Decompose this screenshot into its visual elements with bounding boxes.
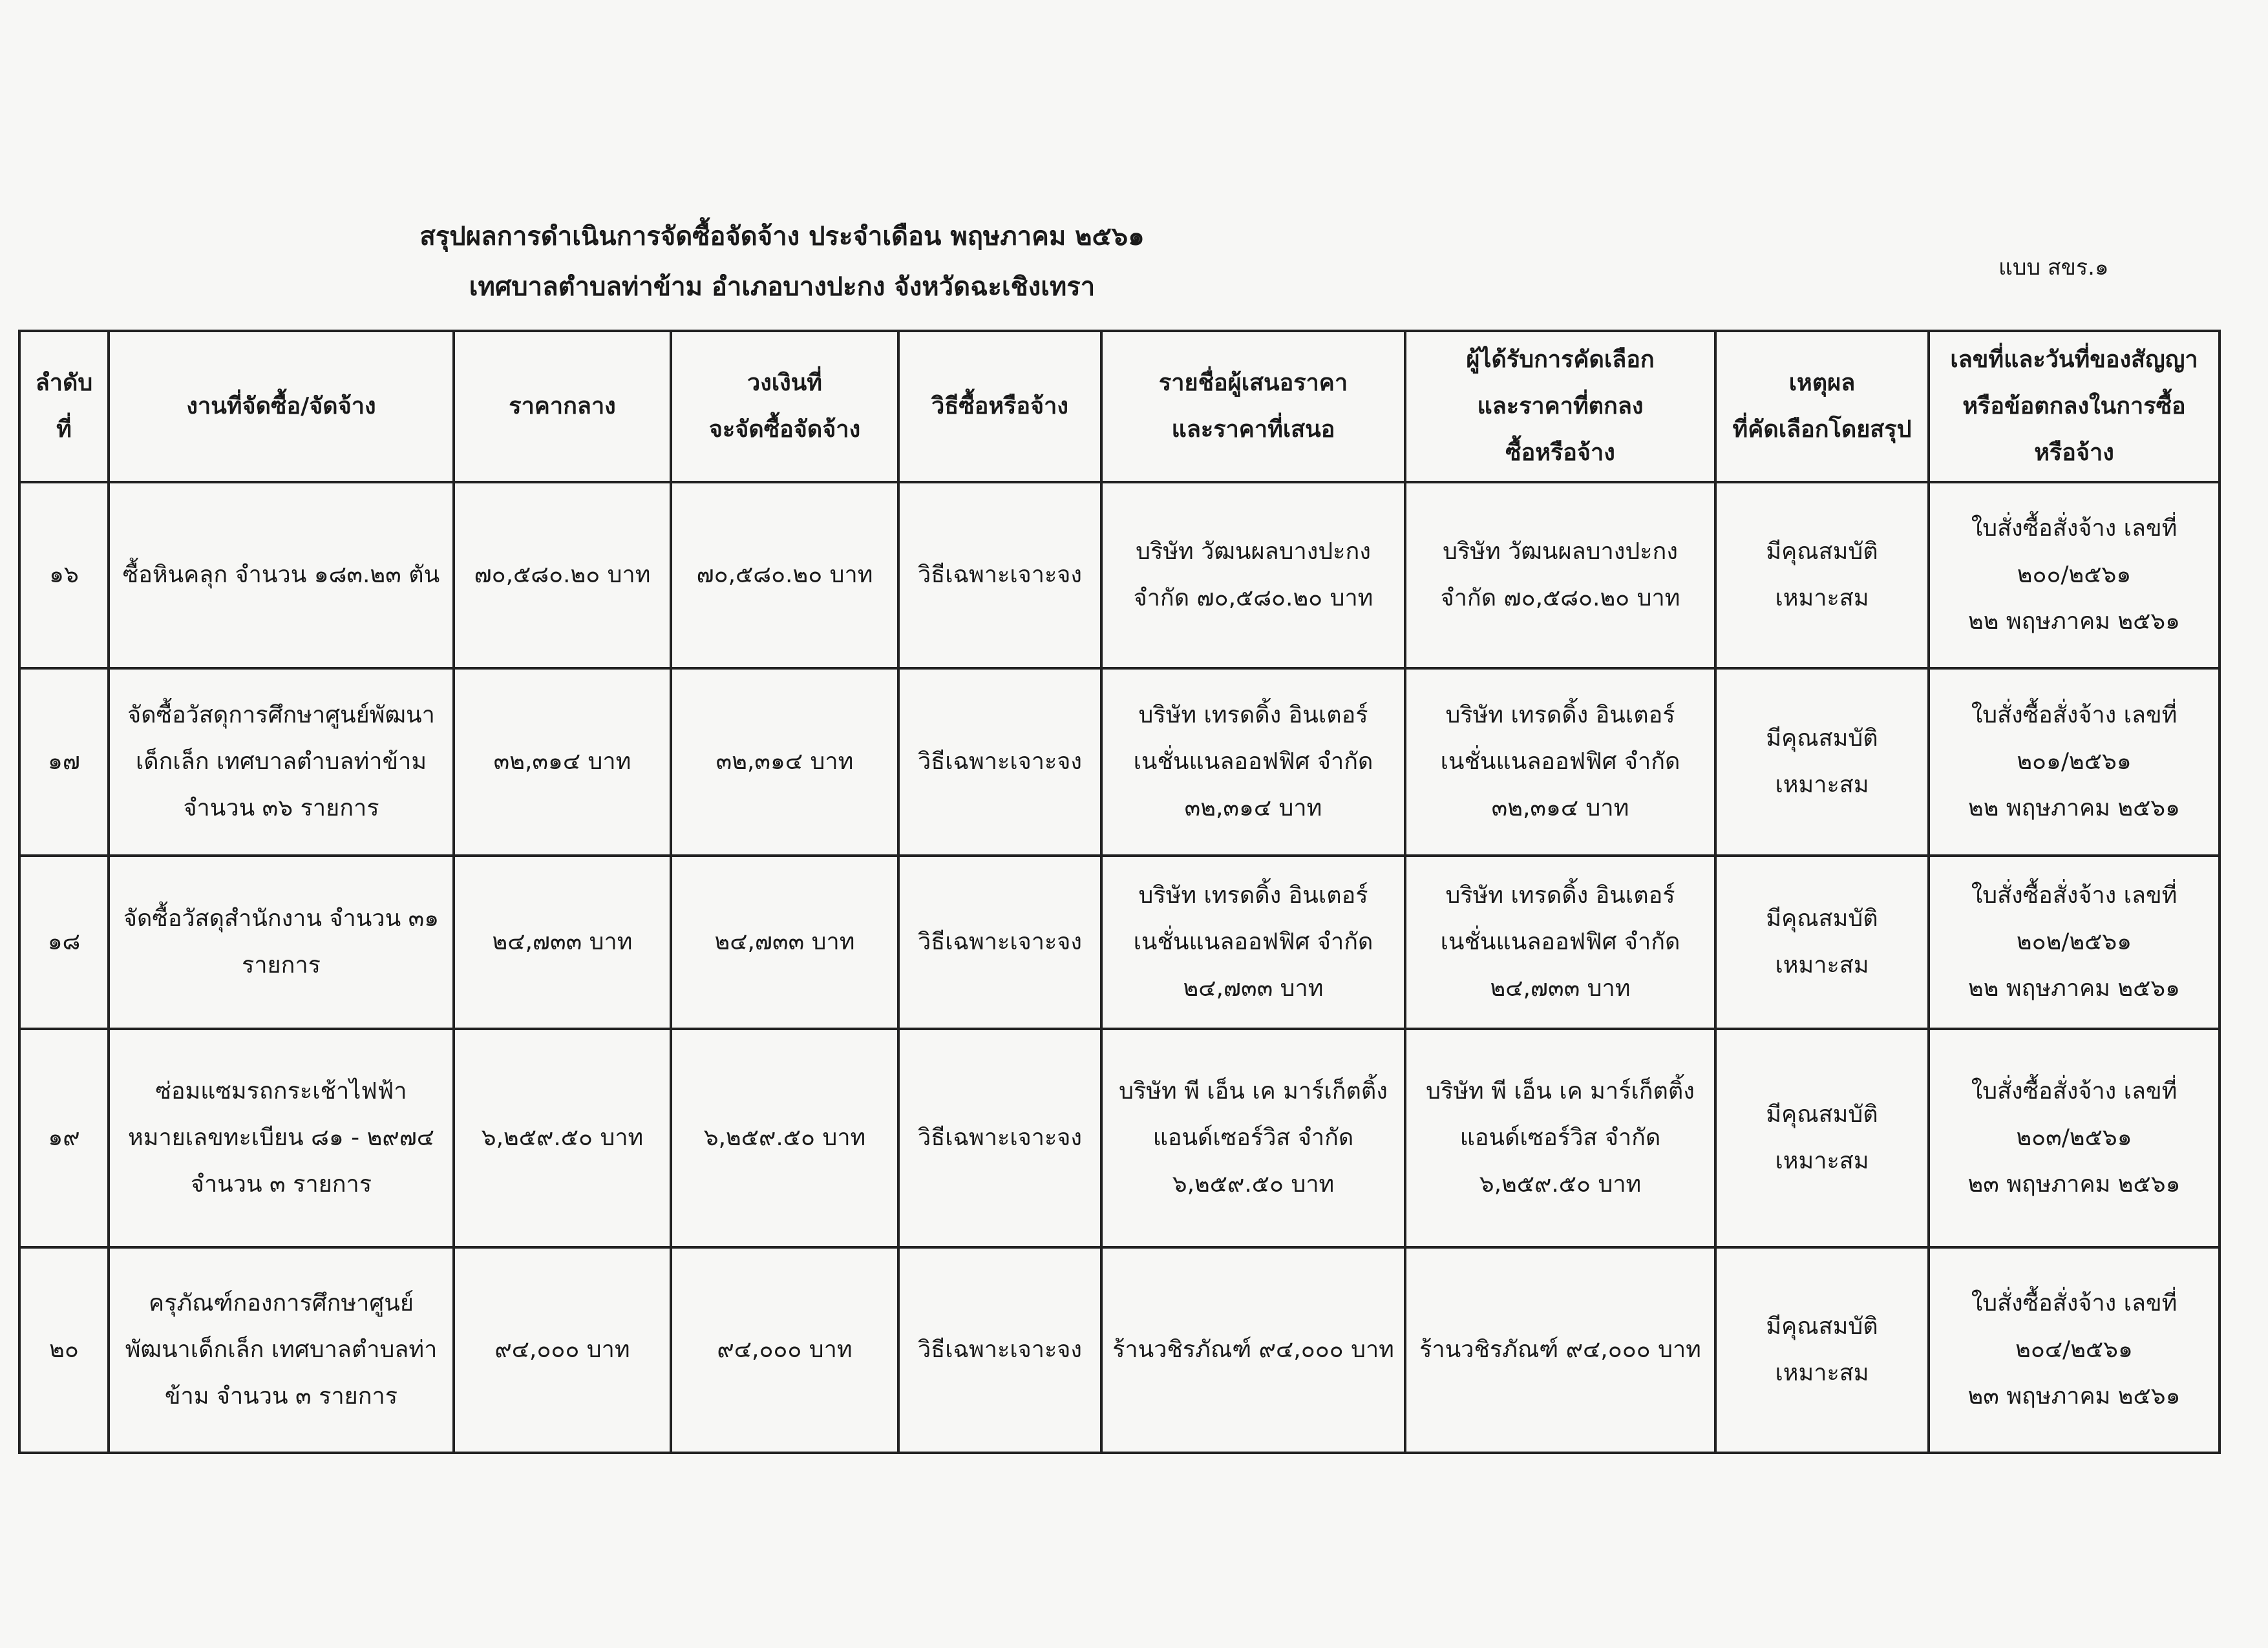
cell-task: จัดซื้อวัสดุการศึกษาศูนย์พัฒนา เด็กเล็ก เทศบาลตำบลท่าข้าม จำนวน ๓๖ รายการ — [109, 668, 454, 856]
table-row — [19, 1247, 2220, 1453]
column-header: เหตุผล ที่คัดเลือกโดยสรุป — [1715, 331, 1929, 482]
cell-method: วิธีเฉพาะเจาะจง — [898, 1247, 1101, 1453]
cell-budget: ๙๔,๐๐๐ บาท — [671, 1247, 898, 1453]
cell-no: ๑๙ — [19, 1029, 109, 1247]
table-header-row — [19, 331, 2220, 482]
cell-no: ๒๐ — [19, 1247, 109, 1453]
table-row — [19, 1029, 2220, 1247]
cell-median-price: ๙๔,๐๐๐ บาท — [454, 1247, 671, 1453]
cell-selected: บริษัท เทรดดิ้ง อินเตอร์ เนชั่นแนลออฟฟิศ จำกัด ๒๔,๗๓๓ บาท — [1405, 856, 1715, 1029]
cell-selected: บริษัท พี เอ็น เค มาร์เก็ตติ้ง แอนด์เซอร์วิส จำกัด ๖,๒๕๙.๕๐ บาท — [1405, 1029, 1715, 1247]
cell-contract: ใบสั่งซื้อสั่งจ้าง เลขที่ ๒๐๑/๒๕๖๑ ๒๒ พฤษภาคม ๒๕๖๑ — [1929, 668, 2220, 856]
table-row — [19, 668, 2220, 856]
cell-reason: มีคุณสมบัติ เหมาะสม — [1715, 668, 1929, 856]
cell-contract: ใบสั่งซื้อสั่งจ้าง เลขที่ ๒๐๔/๒๕๖๑ ๒๓ พฤษภาคม ๒๕๖๑ — [1929, 1247, 2220, 1453]
column-header: วิธีซื้อหรือจ้าง — [898, 331, 1101, 482]
cell-reason: มีคุณสมบัติ เหมาะสม — [1715, 1247, 1929, 1453]
cell-task: ครุภัณฑ์กองการศึกษาศูนย์ พัฒนาเด็กเล็ก เทศบาลตำบลท่า ข้าม จำนวน ๓ รายการ — [109, 1247, 454, 1453]
cell-bidders: บริษัท วัฒนผลบางปะกง จำกัด ๗๐,๕๘๐.๒๐ บาท — [1101, 482, 1405, 668]
cell-budget: ๖,๒๕๙.๕๐ บาท — [671, 1029, 898, 1247]
cell-contract: ใบสั่งซื้อสั่งจ้าง เลขที่ ๒๐๓/๒๕๖๑ ๒๓ พฤษภาคม ๒๕๖๑ — [1929, 1029, 2220, 1247]
cell-bidders: บริษัท เทรดดิ้ง อินเตอร์ เนชั่นแนลออฟฟิศ จำกัด ๓๒,๓๑๔ บาท — [1101, 668, 1405, 856]
cell-contract: ใบสั่งซื้อสั่งจ้าง เลขที่ ๒๐๒/๒๕๖๑ ๒๒ พฤษภาคม ๒๕๖๑ — [1929, 856, 2220, 1029]
cell-reason: มีคุณสมบัติ เหมาะสม — [1715, 1029, 1929, 1247]
cell-task: ซื้อหินคลุก จำนวน ๑๘๓.๒๓ ตัน — [109, 482, 454, 668]
cell-task: ซ่อมแซมรถกระเช้าไฟฟ้า หมายเลขทะเบียน ๘๑ - ๒๙๗๔ จำนวน ๓ รายการ — [109, 1029, 454, 1247]
form-code: แบบ สขร.๑ — [1998, 255, 2109, 280]
column-header: งานที่จัดซื้อ/จัดจ้าง — [109, 331, 454, 482]
cell-median-price: ๓๒,๓๑๔ บาท — [454, 668, 671, 856]
cell-method: วิธีเฉพาะเจาะจง — [898, 1029, 1101, 1247]
cell-budget: ๓๒,๓๑๔ บาท — [671, 668, 898, 856]
procurement-table — [18, 330, 2221, 1454]
table-row — [19, 482, 2220, 668]
table-row — [19, 856, 2220, 1029]
column-header: ราคากลาง — [454, 331, 671, 482]
cell-method: วิธีเฉพาะเจาะจง — [898, 856, 1101, 1029]
cell-task: จัดซื้อวัสดุสำนักงาน จำนวน ๓๑ รายการ — [109, 856, 454, 1029]
cell-no: ๑๘ — [19, 856, 109, 1029]
cell-method: วิธีเฉพาะเจาะจง — [898, 668, 1101, 856]
column-header: รายชื่อผู้เสนอราคา และราคาที่เสนอ — [1101, 331, 1405, 482]
column-header: ผู้ได้รับการคัดเลือก และราคาที่ตกลง ซื้อหรือจ้าง — [1405, 331, 1715, 482]
cell-budget: ๒๔,๗๓๓ บาท — [671, 856, 898, 1029]
cell-median-price: ๒๔,๗๓๓ บาท — [454, 856, 671, 1029]
cell-contract: ใบสั่งซื้อสั่งจ้าง เลขที่ ๒๐๐/๒๕๖๑ ๒๒ พฤษภาคม ๒๕๖๑ — [1929, 482, 2220, 668]
document-subtitle: เทศบาลตำบลท่าข้าม อำเภอบางปะกง จังหวัดฉะเชิงเทรา — [469, 272, 1096, 302]
cell-bidders: ร้านวชิรภัณฑ์ ๙๔,๐๐๐ บาท — [1101, 1247, 1405, 1453]
column-header: วงเงินที่ จะจัดซื้อจัดจ้าง — [671, 331, 898, 482]
cell-no: ๑๖ — [19, 482, 109, 668]
cell-selected: ร้านวชิรภัณฑ์ ๙๔,๐๐๐ บาท — [1405, 1247, 1715, 1453]
cell-reason: มีคุณสมบัติ เหมาะสม — [1715, 482, 1929, 668]
cell-bidders: บริษัท พี เอ็น เค มาร์เก็ตติ้ง แอนด์เซอร์วิส จำกัด ๖,๒๕๙.๕๐ บาท — [1101, 1029, 1405, 1247]
cell-reason: มีคุณสมบัติ เหมาะสม — [1715, 856, 1929, 1029]
column-header: เลขที่และวันที่ของสัญญา หรือข้อตกลงในการซื้อ หรือจ้าง — [1929, 331, 2220, 482]
cell-no: ๑๗ — [19, 668, 109, 856]
cell-selected: บริษัท วัฒนผลบางปะกง จำกัด ๗๐,๕๘๐.๒๐ บาท — [1405, 482, 1715, 668]
column-header: ลำดับที่ — [19, 331, 109, 482]
cell-bidders: บริษัท เทรดดิ้ง อินเตอร์ เนชั่นแนลออฟฟิศ จำกัด ๒๔,๗๓๓ บาท — [1101, 856, 1405, 1029]
document-title: สรุปผลการดำเนินการจัดซื้อจัดจ้าง ประจำเดือน พฤษภาคม ๒๕๖๑ — [419, 222, 1145, 251]
cell-method: วิธีเฉพาะเจาะจง — [898, 482, 1101, 668]
cell-selected: บริษัท เทรดดิ้ง อินเตอร์ เนชั่นแนลออฟฟิศ จำกัด ๓๒,๓๑๔ บาท — [1405, 668, 1715, 856]
cell-budget: ๗๐,๕๘๐.๒๐ บาท — [671, 482, 898, 668]
cell-median-price: ๗๐,๕๘๐.๒๐ บาท — [454, 482, 671, 668]
cell-median-price: ๖,๒๕๙.๕๐ บาท — [454, 1029, 671, 1247]
